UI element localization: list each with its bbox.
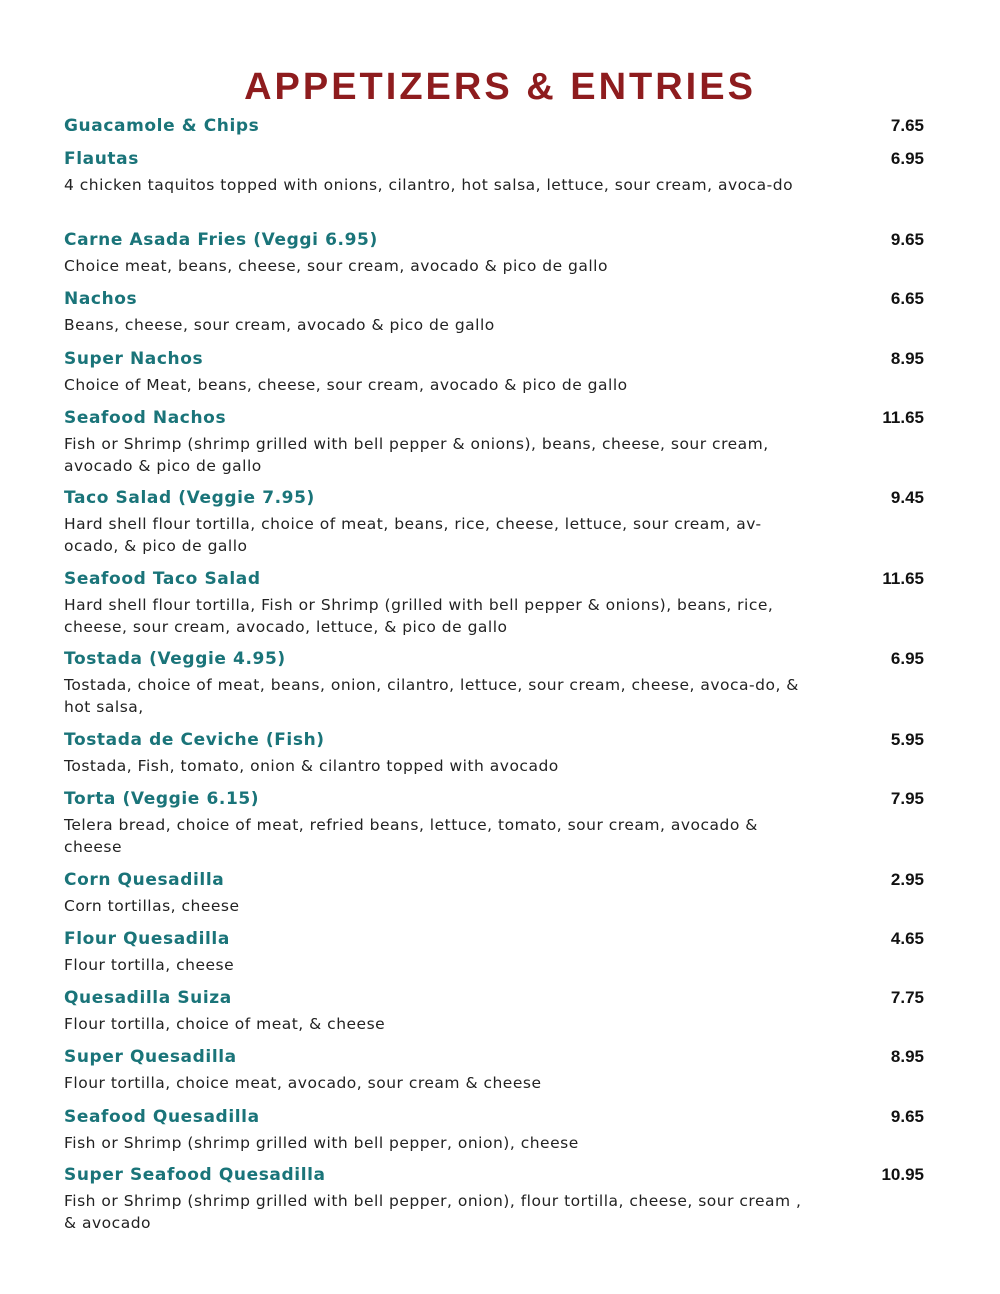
item-description: Fish or Shrimp (shrimp grilled with bell pepper & onions), beans, cheese, sour cream, avocado & pico de gallo xyxy=(64,435,769,475)
item-name: Quesadilla Suiza xyxy=(64,988,232,1008)
item-name: Seafood Nachos xyxy=(64,408,227,428)
menu-item xyxy=(64,485,926,557)
menu-item xyxy=(64,566,926,638)
menu-item xyxy=(64,786,926,858)
page-title: APPETIZERS & ENTRIES xyxy=(244,66,756,108)
item-price: 9.65 xyxy=(890,230,924,249)
item-price: 9.45 xyxy=(890,488,924,507)
item-name: Super Seafood Quesadilla xyxy=(64,1165,326,1185)
item-description: Choice meat, beans, cheese, sour cream, avocado & pico de gallo xyxy=(64,257,608,275)
menu-item xyxy=(64,1044,926,1094)
menu-item xyxy=(64,1162,926,1234)
item-price: 6.95 xyxy=(890,649,924,668)
menu-item xyxy=(64,146,926,196)
item-description: Hard shell flour tortilla, choice of meat, beans, rice, cheese, lettuce, sour cream, av-ocado, & pico de gallo xyxy=(64,515,762,555)
item-description: Flour tortilla, choice of meat, & cheese xyxy=(64,1015,386,1033)
item-name: Seafood Quesadilla xyxy=(64,1107,260,1127)
menu-item xyxy=(64,727,926,777)
item-name: Guacamole & Chips xyxy=(64,116,260,136)
item-name: Flour Quesadilla xyxy=(64,929,230,949)
item-price: 10.95 xyxy=(881,1165,924,1184)
item-price: 2.95 xyxy=(890,870,924,889)
menu-item xyxy=(64,346,926,396)
item-price: 7.95 xyxy=(890,789,924,808)
item-description: 4 chicken taquitos topped with onions, cilantro, hot salsa, lettuce, sour cream, avoca-do xyxy=(64,176,794,194)
menu-item xyxy=(64,926,926,976)
menu-item xyxy=(64,227,926,277)
item-name: Carne Asada Fries (Veggi 6.95) xyxy=(64,230,378,250)
item-name: Taco Salad (Veggie 7.95) xyxy=(64,488,315,508)
item-name: Seafood Taco Salad xyxy=(64,569,261,589)
menu-item xyxy=(64,985,926,1035)
item-description: Choice of Meat, beans, cheese, sour cream, avocado & pico de gallo xyxy=(64,376,628,394)
item-price: 9.65 xyxy=(890,1107,924,1126)
item-price: 8.95 xyxy=(890,1047,924,1066)
item-description: Flour tortilla, choice meat, avocado, sour cream & cheese xyxy=(64,1074,542,1092)
menu-item xyxy=(64,1104,926,1154)
item-name: Corn Quesadilla xyxy=(64,870,225,890)
menu-item xyxy=(64,646,926,718)
item-description: Fish or Shrimp (shrimp grilled with bell pepper, onion), flour tortilla, cheese, sour cream , & avocado xyxy=(64,1192,802,1232)
item-price: 5.95 xyxy=(890,730,924,749)
item-price: 7.75 xyxy=(890,988,924,1007)
item-price: 11.65 xyxy=(882,569,924,588)
item-name: Super Quesadilla xyxy=(64,1047,237,1067)
item-name: Torta (Veggie 6.15) xyxy=(64,789,260,809)
item-name: Flautas xyxy=(64,149,139,169)
item-description: Flour tortilla, cheese xyxy=(64,956,235,974)
item-description: Telera bread, choice of meat, refried beans, lettuce, tomato, sour cream, avocado & cheese xyxy=(64,816,758,856)
item-name: Nachos xyxy=(64,289,138,309)
item-description: Tostada, choice of meat, beans, onion, cilantro, lettuce, sour cream, cheese, avoca-do, & hot salsa, xyxy=(64,676,799,716)
item-description: Corn tortillas, cheese xyxy=(64,897,240,915)
item-price: 8.95 xyxy=(890,349,924,368)
item-description: Hard shell flour tortilla, Fish or Shrimp (grilled with bell pepper & onions), beans, rice, cheese, sour cream, avocado, lettuce, & pico de gallo xyxy=(64,596,774,636)
item-name: Super Nachos xyxy=(64,349,204,369)
item-price: 7.65 xyxy=(890,116,924,135)
menu-item xyxy=(64,867,926,917)
menu-item xyxy=(64,405,926,477)
item-description: Fish or Shrimp (shrimp grilled with bell pepper, onion), cheese xyxy=(64,1134,579,1152)
item-price: 6.95 xyxy=(890,149,924,168)
item-price: 11.65 xyxy=(882,408,924,427)
item-description: Beans, cheese, sour cream, avocado & pico de gallo xyxy=(64,316,495,334)
item-price: 4.65 xyxy=(890,929,924,948)
item-description: Tostada, Fish, tomato, onion & cilantro topped with avocado xyxy=(64,757,559,775)
item-price: 6.65 xyxy=(890,289,924,308)
item-name: Tostada de Ceviche (Fish) xyxy=(64,730,325,750)
menu-item xyxy=(64,113,926,139)
menu-item xyxy=(64,286,926,336)
item-name: Tostada (Veggie 4.95) xyxy=(64,649,286,669)
